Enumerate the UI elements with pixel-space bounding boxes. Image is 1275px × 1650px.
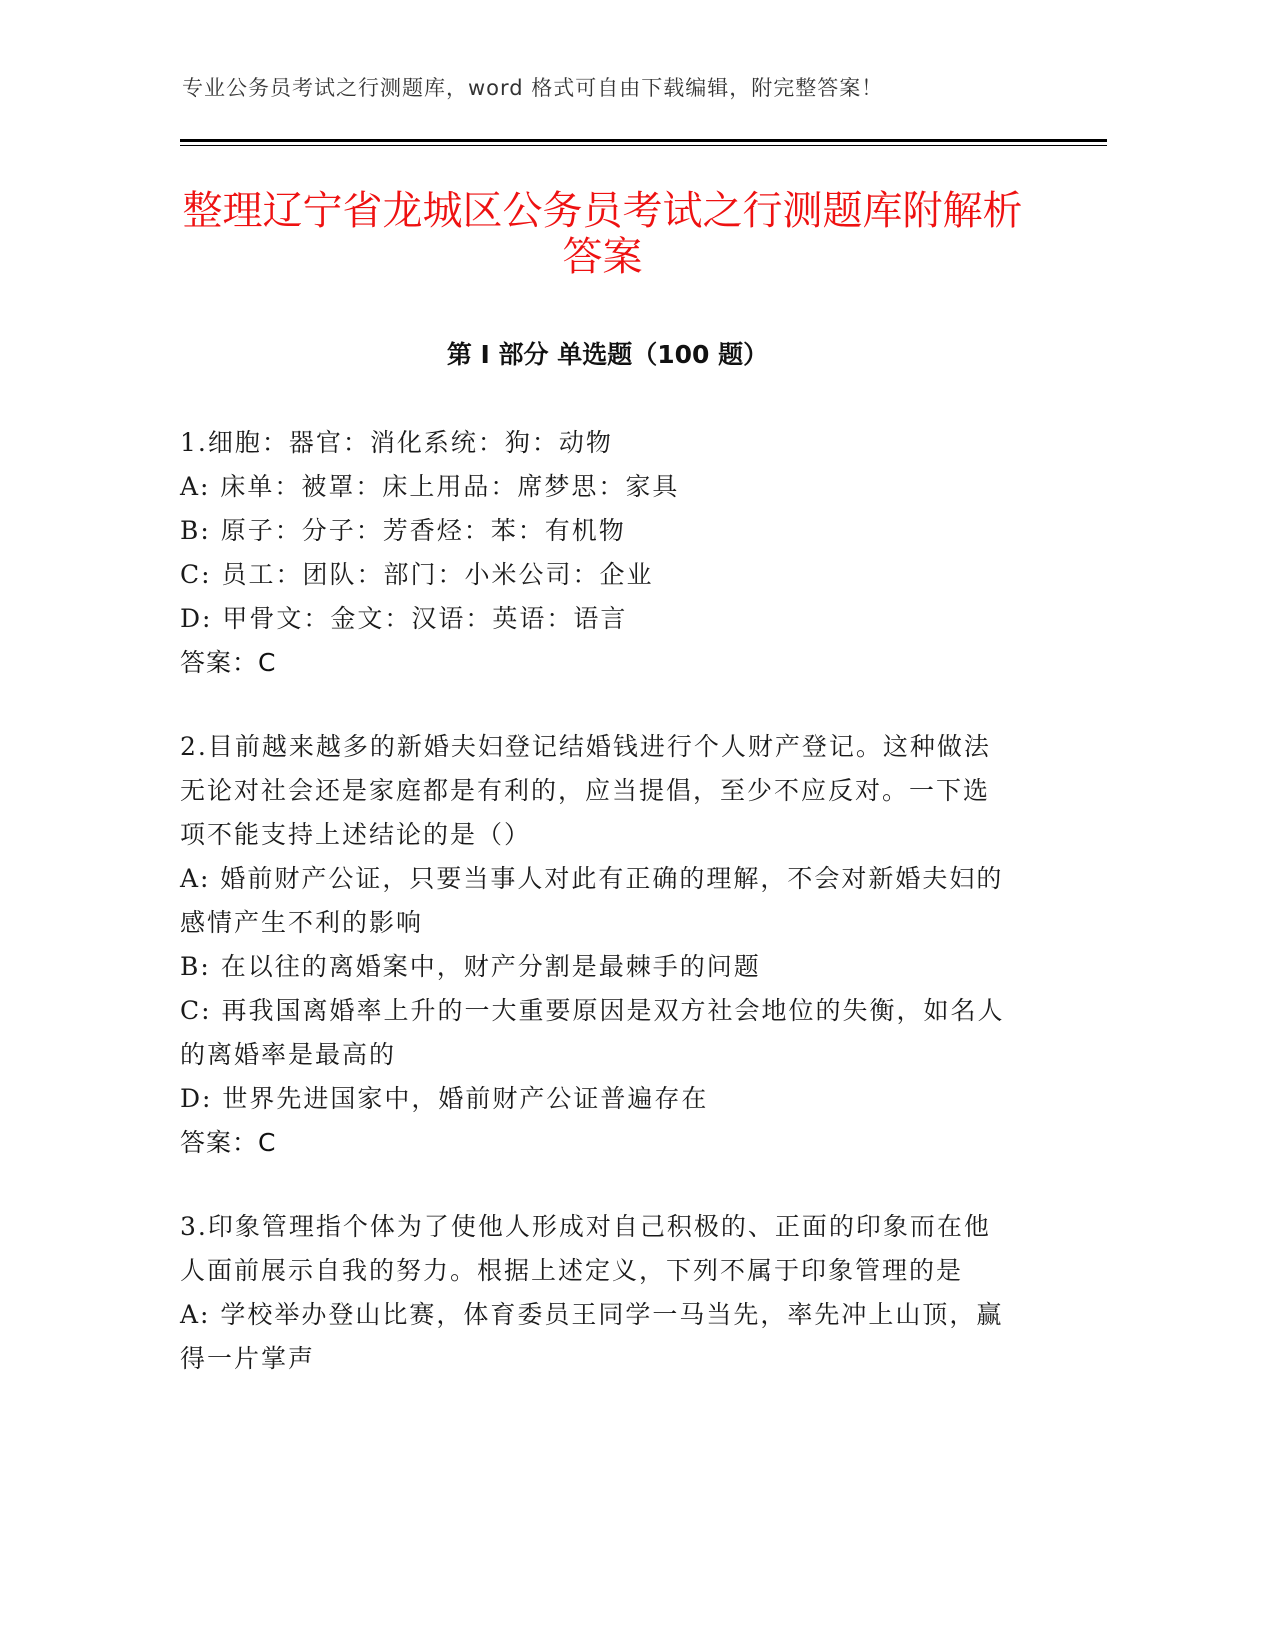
option-a: A: 学校举办登山比赛，体育委员王同学一马当先，率先冲上山顶，赢	[180, 1300, 1004, 1329]
answer-label: 答案：C	[180, 1128, 277, 1157]
question-list	[180, 421, 1040, 1421]
question-stem: 1.细胞：器官：消化系统：狗：动物	[180, 428, 613, 457]
question-2	[180, 725, 1040, 1165]
option-c: C: 员工：团队：部门：小米公司：企业	[180, 560, 654, 589]
option-c: C: 再我国离婚率上升的一大重要原因是双方社会地位的失衡，如名人	[180, 996, 1005, 1025]
option-a-continued: 感情产生不利的影响	[180, 908, 424, 937]
option-b: B: 在以往的离婚案中，财产分割是最棘手的问题	[180, 952, 761, 981]
option-c-continued: 的离婚率是最高的	[180, 1040, 397, 1069]
question-stem: 项不能支持上述结论的是（）	[180, 820, 532, 849]
document-title: 整理辽宁省龙城区公务员考试之行测题库附解析答案	[182, 188, 1023, 280]
header-note: 专业公务员考试之行测题库，word 格式可自由下载编辑，附完整答案！	[182, 76, 884, 100]
question-1	[180, 421, 1040, 685]
question-stem: 人面前展示自我的努力。根据上述定义，下列不属于印象管理的是	[180, 1256, 964, 1285]
option-d: D: 甲骨文：金文：汉语：英语：语言	[180, 604, 628, 633]
option-b: B: 原子：分子：芳香烃：苯：有机物	[180, 516, 626, 545]
section-heading: 第 I 部分 单选题（100 题）	[446, 340, 769, 369]
option-a-continued: 得一片掌声	[180, 1344, 316, 1373]
header-divider-thin	[180, 145, 1107, 146]
question-stem: 2.目前越来越多的新婚夫妇登记结婚钱进行个人财产登记。这种做法	[180, 732, 991, 761]
option-d: D: 世界先进国家中，婚前财产公证普遍存在	[180, 1084, 709, 1113]
question-stem: 3.印象管理指个体为了使他人形成对自己积极的、正面的印象而在他	[180, 1212, 991, 1241]
question-3	[180, 1205, 1040, 1381]
option-a: A: 床单：被罩：床上用品：席梦思：家具	[180, 472, 680, 501]
answer-label: 答案：C	[180, 648, 277, 677]
option-a: A: 婚前财产公证，只要当事人对此有正确的理解，不会对新婚夫妇的	[180, 864, 1004, 893]
header-divider-thick	[180, 139, 1107, 142]
question-stem: 无论对社会还是家庭都是有利的，应当提倡，至少不应反对。一下选	[180, 776, 991, 805]
